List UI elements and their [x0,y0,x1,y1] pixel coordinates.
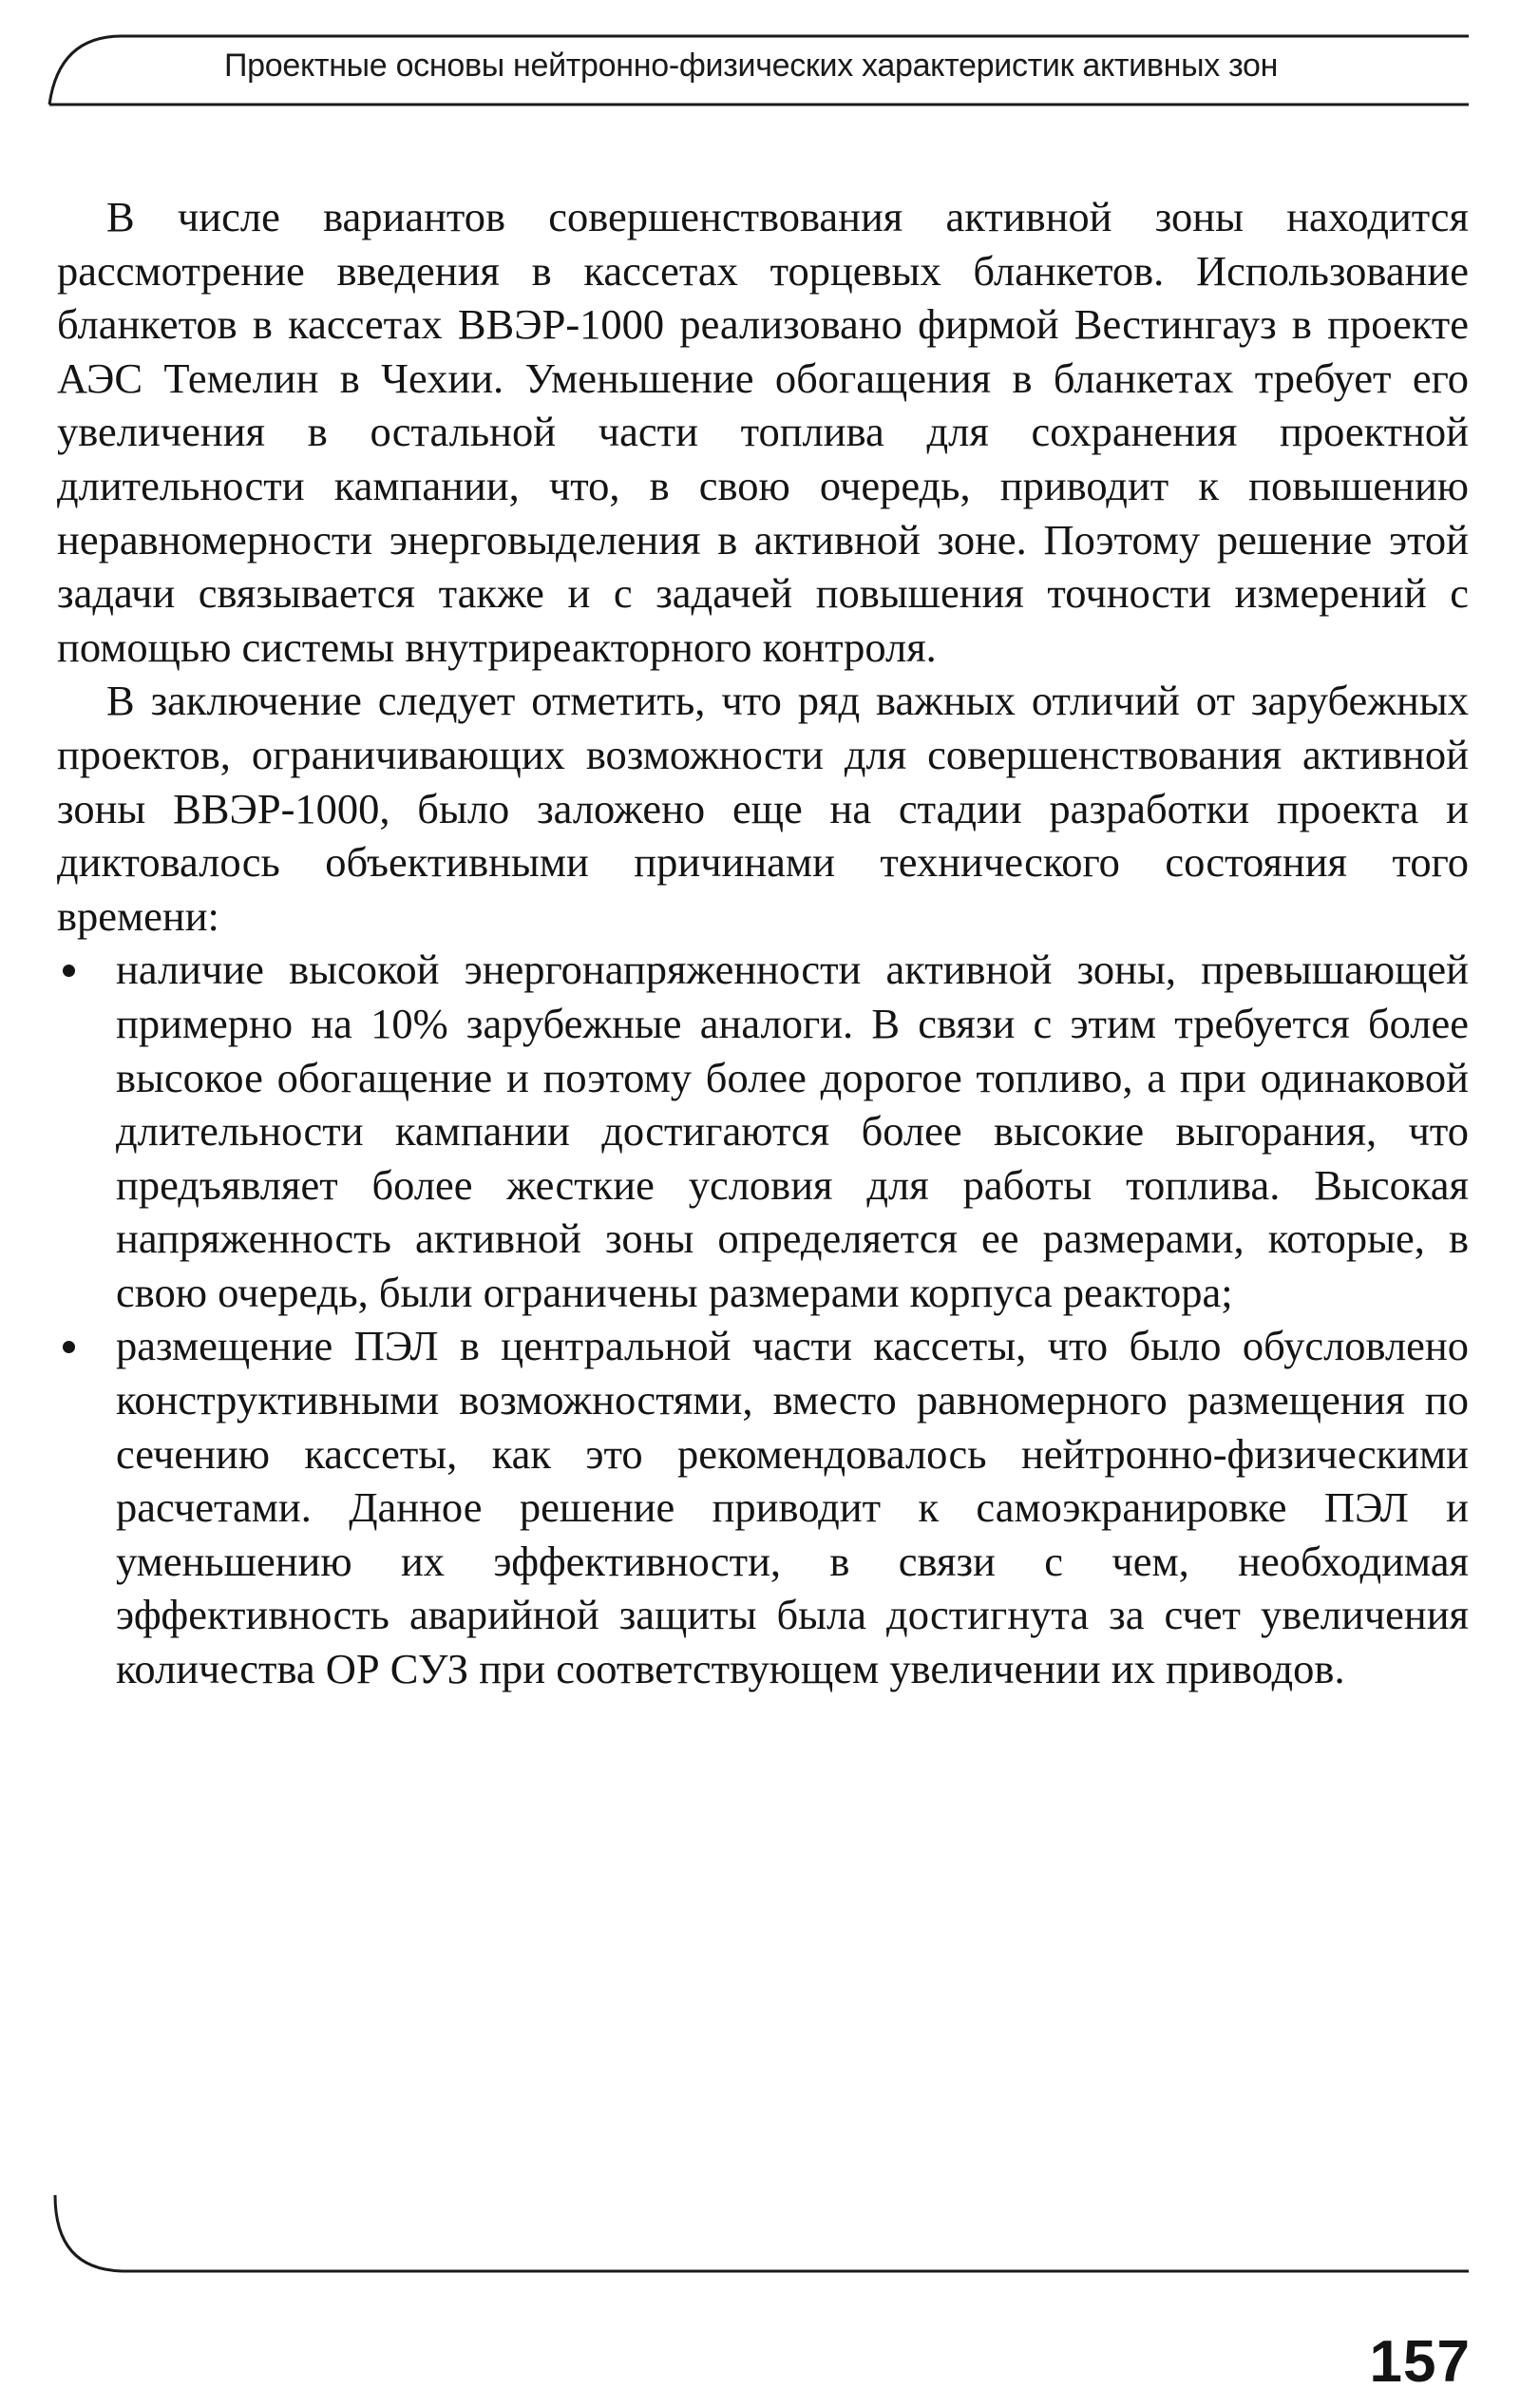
bullet-item [57,943,1469,1319]
footer-frame-line [0,2176,1520,2309]
running-head: Проектные основы нейтронно-физических характеристик активных зон [224,48,1279,84]
bullet-text: наличие высокой энергонапряженности активной зоны, превышающей примерно на 10% зарубежные аналоги. В связи с этим требуется более высокое обогащение и поэтому более дорогое топливо, а при одинаковой длительности кампании достигаются более высокие выгорания, что предъявляет более жесткие условия для работы топлива. Высокая напряженность активной зоны определяется ее размерами, которые, в свою очередь, были ограничены размерами корпуса реактора; [116,946,1469,1316]
bullet-dot-icon [63,1341,75,1353]
bullet-dot-icon [63,965,75,977]
page-number: 157 [1369,2329,1471,2395]
bullet-text: размещение ПЭЛ в центральной части кассеты, что было обусловлено конструктивными возможностями, вместо равномерного размещения по сечению кассеты, как это рекомендовалось нейтронно-физическими расчетами. Данное решение приводит к самоэкранировке ПЭЛ и уменьшению их эффективности, в связи с чем, необходимая эффективность аварийной защиты была достигнута за счет увеличения количества ОР СУЗ при соответствующем увеличении их приводов. [116,1322,1469,1693]
body-paragraph: В заключение следует отметить, что ряд важных отличий от зарубежных проектов, ограничивающих возможности для совершенствования активной зоны ВВЭР-1000, было заложено еще на стадии разработки проекта и диктовалось объективными причинами технического состояния того времени: [57,677,1469,940]
body-paragraph: В числе вариантов совершенствования активной зоны находится рассмотрение введения в кассетах торцевых бланкетов. Использование бланкетов в кассетах ВВЭР-1000 реализовано фирмой Вестингауз в проекте АЭС Темелин в Чехии. Уменьшение обогащения в бланкетах требует его увеличения в остальной части топлива для сохранения проектной длительности кампании, что, в свою очередь, приводит к повышению неравномерности энерговыделения в активной зоне. Поэтому решение этой задачи связывается также и с задачей повышения точности измерений с помощью системы внутриреакторного контроля. [57,193,1469,671]
bullet-item [57,1319,1469,1695]
page-body [57,190,1469,1696]
bullet-list [57,943,1469,1695]
